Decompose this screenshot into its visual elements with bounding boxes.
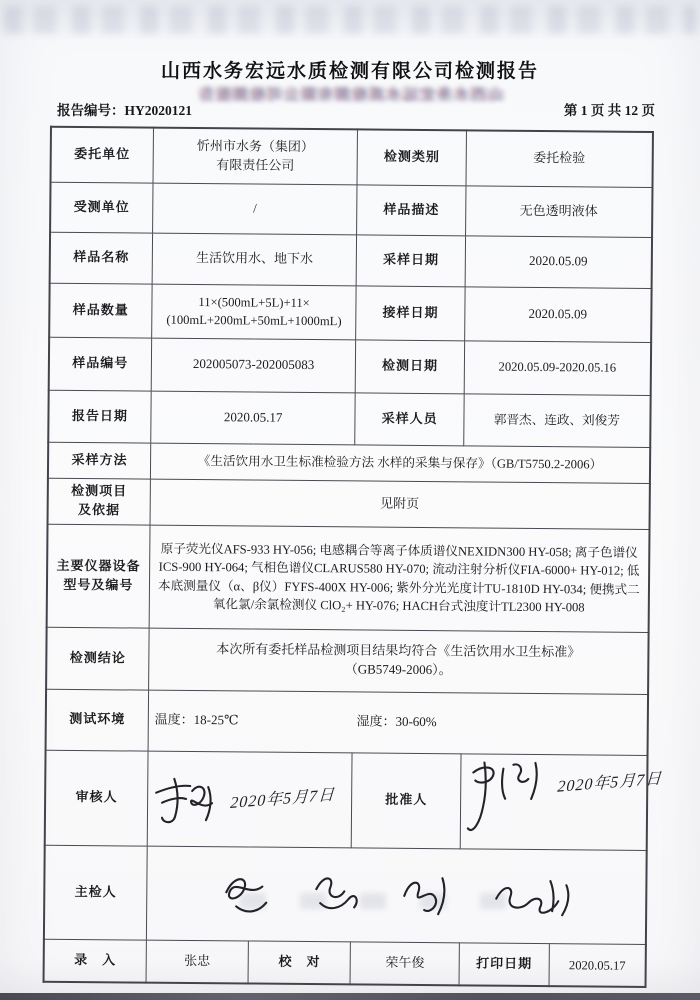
table-row: [48, 478, 650, 529]
sample-no-value: 202005073-202005083: [151, 338, 356, 393]
sampling-date-label: 采样日期: [357, 234, 466, 286]
table-row: [48, 442, 650, 483]
conclusion-value: 本次所有委托样品检测项目结果均符合《生活饮用水卫生标准》 （GB5749-2006）。: [148, 628, 648, 694]
scan-bleed-through-band: [4, 6, 696, 34]
client-value: 忻州市水务（集团） 有限责任公司: [153, 128, 358, 185]
report-date-value: 2020.05.17: [151, 391, 356, 445]
samplers-value: 郭晋杰、连政、刘俊芳: [464, 393, 651, 447]
proofread-value: 荣午俊: [351, 942, 460, 985]
report-number-value: HY2020121: [124, 103, 192, 118]
table-row: [48, 390, 650, 447]
sampling-date-value: 2020.05.09: [465, 235, 652, 288]
reviewer-signature-cell: [147, 751, 352, 847]
proofread-label: 校 对: [248, 941, 351, 984]
reviewer-date: 2020年5月7日: [229, 786, 336, 813]
sample-name-label: 样品名称: [50, 232, 153, 284]
test-items-value: 见附页: [150, 479, 650, 529]
chief-inspector-label: 主检人: [44, 845, 147, 941]
report-number-label: 报告编号：: [57, 103, 125, 118]
conclusion-label: 检测结论: [46, 627, 149, 690]
environment-label: 测试环境: [46, 689, 149, 751]
table-row: [50, 182, 652, 237]
table-row: [44, 940, 646, 987]
chief-inspector-signatures-cell: [146, 846, 646, 945]
report-info-table: [43, 126, 663, 988]
entry-value: 张忠: [146, 941, 249, 984]
test-date-label: 检测日期: [356, 339, 465, 393]
print-date-label: 打印日期: [459, 943, 550, 986]
sample-qty-value: 11×(500mL+5L)+11× (100mL+200mL+50mL+1000mL): [151, 284, 356, 340]
receive-date-value: 2020.05.09: [464, 286, 651, 342]
test-items-label: 检测项目 及依据: [48, 478, 151, 525]
approver-date: 2020年5月7日: [556, 770, 663, 796]
test-date-value: 2020.05.09-2020.05.16: [464, 340, 651, 395]
sampling-method-label: 采样方法: [48, 442, 151, 479]
report-date-label: 报告日期: [48, 390, 151, 443]
table-row: [49, 337, 651, 395]
report-meta: [57, 99, 655, 119]
print-date-value: 2020.05.17: [549, 944, 646, 987]
table-row: [46, 689, 649, 756]
test-type-value: 委托检验: [466, 130, 653, 187]
sample-qty-label: 样品数量: [49, 283, 152, 338]
sample-no-label: 样品编号: [49, 337, 152, 391]
instruments-value: 原子荧光仪AFS-933 HY-056; 电感耦合等离子体质谱仪NEXIDN300 HY-058; 离子色谱仪ICS-900 HY-064; 气相色谱仪CLARUS580 HY-070; 流动注射分析仪FIA-6000+ HY-012; 低本底测量仪（α、β仪）FYFS-400X HY-006; 紫外分光光度计TU-1810D HY-034; 便携式二氧化氯/余氯检测仪 ClO₂+ HY-076; HACH台式浊度计TL2300 HY-008: [149, 525, 650, 632]
sample-name-value: 生活饮用水、地下水: [152, 233, 357, 286]
approver-label: 批准人: [352, 753, 461, 849]
table-row: [45, 750, 648, 850]
page-title: 山西水务宏远水质检测有限公司检测报告: [160, 60, 539, 82]
table-row: [51, 127, 653, 187]
test-type-label: 检测类别: [357, 129, 466, 185]
sampling-method-value: 《生活饮用水卫生标准检验方法 水样的采集与保存》（GB/T5750.2-2006）: [150, 443, 650, 483]
reviewer-label: 审核人: [45, 750, 148, 846]
scan-ghost-title: 山西水务宏远水质检测有限公司检测报告: [197, 87, 504, 103]
entry-label: 录 入: [44, 940, 147, 983]
instruments-label: 主要仪器设备 型号及编号: [47, 524, 150, 628]
approver-signature-cell: [460, 754, 663, 850]
scan-edge: [0, 993, 700, 1000]
client-label: 委托单位: [51, 127, 154, 183]
report-number: [57, 99, 192, 119]
humidity-value: 湿度：30-60%: [356, 713, 437, 730]
table-row: [50, 232, 652, 288]
reviewer-signature: [154, 773, 226, 826]
tested-unit-label: 受测单位: [50, 182, 153, 233]
table-row: [49, 283, 651, 342]
approver-signature: [465, 756, 558, 845]
page-indicator: 第 1 页 共 12 页: [563, 103, 655, 118]
sample-desc-label: 样品描述: [357, 184, 466, 235]
temperature-value: 温度：18-25℃: [154, 712, 239, 728]
table-row: [47, 524, 650, 632]
sample-desc-value: 无色透明液体: [465, 185, 652, 237]
receive-date-label: 接样日期: [356, 285, 465, 340]
tested-unit-value: /: [152, 183, 357, 235]
table-row: [46, 627, 649, 694]
samplers-label: 采样人员: [355, 392, 464, 445]
table-row: [44, 845, 647, 945]
chief-inspector-signatures: [166, 867, 626, 923]
